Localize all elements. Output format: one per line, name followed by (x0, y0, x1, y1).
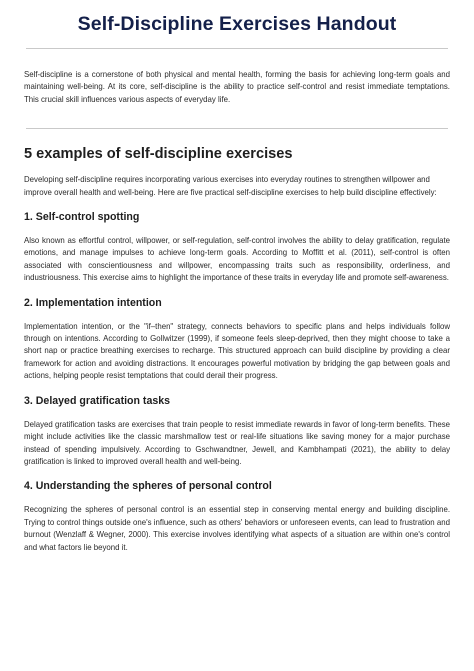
exercise-heading: 3. Delayed gratification tasks (24, 394, 171, 407)
exercise-body: Recognizing the spheres of personal control is an essential step in conserving mental energy and building discipline. Trying to control things outside one's influence, such as others' behaviors or unforeseen events, can lead to frustration and burnout (Wenzlaff & Wegner, 2000). This exercise involves identifying what aspects of a situation are within one's control and what factors lie beyond it. (24, 505, 450, 552)
intro-divider (26, 128, 448, 129)
exercise-body: Also known as effortful control, willpower, or self-regulation, self-control involves the ability to delay gratification, regulate emotions, and manage impulses to achieve long-term goals. According to Moffitt et al. (2011), self-control is often associated with conscientiousness and willpower, encompassing traits such as responsibility, orderliness, and industriousness. This exercise aims to highlight the importance of these traits in everyday life and promote self-awareness. (24, 236, 450, 283)
exercise-heading: 1. Self-control spotting (24, 211, 140, 224)
exercise-section-implementation-intention (24, 297, 450, 383)
page-title: Self-Discipline Exercises Handout (77, 13, 397, 35)
intro-paragraph: Self-discipline is a cornerstone of both physical and mental health, forming the basis for achieving long-term goals and maintaining well-being. At its core, self-discipline is the ability to practice self-control and resist immediate temptations. This crucial skill influences various aspects of everyday life. (24, 70, 450, 104)
section-main-heading: 5 examples of self-discipline exercises (24, 146, 293, 163)
exercise-section-delayed-gratification (24, 395, 450, 469)
exercise-body: Delayed gratification tasks are exercises that train people to resist immediate rewards in favor of long-term benefits. These might include activities like the classic marshmallow test or real-life situations like saving money for a major purchase instead of spending impulsively. According to Gschwandtner, Jewell, and Kambhampati (2021), the ability to delay gratification is linked to improved overall health and well-being. (24, 419, 450, 466)
exercise-heading: 2. Implementation intention (24, 296, 162, 309)
exercise-body: Implementation intention, or the "if–then" strategy, connects behaviors to specific plans and helps individuals follow through on intentions. According to Gollwitzer (1999), if someone feels sleep-deprived, then they might choose to take a short nap or practice breathing exercises to recharge. This structured approach can build discipline by providing a clear framework for action and avoiding distractions. It encourages powerful motivation by bridging the gap between goals and actions, helping people resist temptations that could derail their progress. (24, 321, 450, 381)
exercise-section-spheres-of-control (24, 480, 450, 554)
exercise-heading: 4. Understanding the spheres of personal control (24, 480, 272, 493)
title-divider (26, 48, 448, 49)
lead-paragraph: Developing self-discipline requires incorporating various exercises into everyday routines to strengthen willpower and improve overall health and well-being. Here are five practical self-discipline exercises to help build discipline effectively: (24, 175, 437, 197)
exercise-section-self-control-spotting (24, 211, 450, 285)
